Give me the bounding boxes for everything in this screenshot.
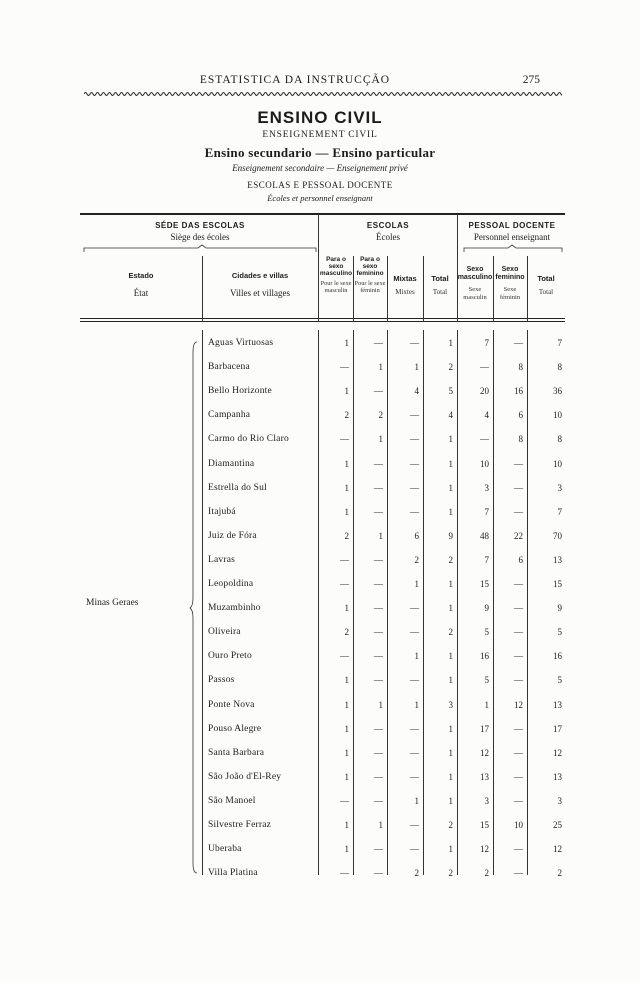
cell-p-fem: —	[514, 579, 523, 589]
cell-p-masc: 3	[484, 795, 489, 806]
cell-mixtas: —	[410, 458, 419, 469]
col-masc-label-fr: Pour le sexe masculin	[320, 280, 352, 295]
cell-p-masc: 15	[480, 579, 489, 589]
col-total2-label-fr: Total	[538, 288, 554, 297]
cell-p-fem: —	[514, 627, 523, 638]
city-name: São João d'El-Rey	[208, 771, 282, 782]
cell-masc: —	[340, 795, 349, 806]
cell-p-masc: 3	[484, 482, 489, 493]
cell-total: 1	[448, 747, 453, 758]
table-row	[200, 650, 566, 674]
city-name: Passos	[208, 675, 235, 686]
col-total2-label: Total	[537, 274, 555, 283]
col-mixtas-label-fr: Mixtes	[395, 288, 415, 297]
cell-p-fem: —	[514, 458, 523, 469]
col-separator	[387, 256, 388, 322]
cell-p-masc: 9	[484, 603, 489, 614]
city-name: Pouso Alegre	[208, 723, 262, 734]
cell-total: 1	[448, 795, 453, 806]
cell-p-fem: —	[514, 506, 523, 517]
group-brace-rules	[80, 244, 566, 254]
group-sede-label: SÉDE DAS ESCOLAS	[155, 221, 245, 230]
cell-total: 1	[448, 434, 453, 445]
col-header-total2	[527, 275, 565, 297]
city-name: São Manoel	[208, 795, 256, 806]
city-name: Estrella do Sul	[208, 482, 267, 493]
cell-total: 1	[448, 675, 453, 686]
cell-mixtas: —	[410, 723, 419, 734]
table-row	[200, 819, 566, 843]
group-pessoal-label-fr: Personnel enseignant	[473, 231, 551, 242]
cell-p-fem: 6	[518, 554, 523, 565]
cell-fem: —	[374, 747, 383, 758]
city-name: Aguas Virtuosas	[208, 338, 274, 348]
cell-masc: 1	[344, 844, 349, 855]
cell-fem: 1	[378, 362, 383, 373]
cell-mixtas: —	[410, 820, 419, 830]
main-title-fr: ENSEIGNEMENT CIVIL	[262, 130, 378, 140]
table-row	[200, 867, 566, 891]
table-row	[200, 578, 566, 602]
cell-p-total: 16	[553, 651, 562, 662]
cell-total: 2	[448, 362, 453, 373]
city-name: Campanha	[208, 410, 251, 421]
cell-fem: —	[374, 458, 383, 469]
cell-p-masc: 7	[484, 506, 489, 517]
cell-mixtas: 1	[414, 651, 419, 662]
cell-p-masc: 2	[484, 868, 489, 879]
table-row	[200, 843, 566, 867]
cell-masc: 1	[344, 675, 349, 686]
cell-p-masc: 13	[480, 771, 489, 782]
col-estado-label-fr: État	[133, 288, 149, 299]
cell-p-fem: —	[514, 723, 523, 734]
cell-p-total: 8	[557, 362, 562, 373]
cell-p-masc: 7	[484, 338, 489, 348]
cell-fem: —	[374, 627, 383, 638]
cell-p-masc: 7	[484, 554, 489, 565]
cell-mixtas: 2	[414, 554, 419, 565]
table-top-rule	[80, 213, 565, 215]
cell-total: 1	[448, 651, 453, 662]
col-header-fem	[353, 256, 387, 295]
cell-mixtas: 2	[414, 868, 419, 879]
col-header-cidades	[202, 272, 318, 299]
col-sexo-fem-label-fr: Sexe féminin	[499, 286, 521, 301]
city-name: Barbacena	[208, 362, 250, 373]
cell-p-fem: —	[514, 675, 523, 686]
cell-masc: —	[340, 434, 349, 445]
city-name: Silvestre Ferraz	[208, 820, 272, 830]
cell-p-masc: 16	[480, 651, 489, 662]
cell-p-total: 13	[553, 554, 562, 565]
cell-p-masc: 5	[484, 627, 489, 638]
col-estado-label: Estado	[128, 271, 154, 280]
cell-p-fem: 8	[518, 362, 523, 373]
city-name: Ouro Preto	[208, 651, 252, 662]
cell-mixtas: —	[410, 434, 419, 445]
col-header-total	[423, 275, 457, 297]
cell-fem: 2	[378, 410, 383, 421]
cell-total: 2	[448, 820, 453, 830]
cell-total: 1	[448, 506, 453, 517]
running-head	[80, 74, 560, 90]
cell-fem: —	[374, 795, 383, 806]
cell-p-masc: 5	[484, 675, 489, 686]
cell-p-fem: —	[514, 771, 523, 782]
city-name: Muzambinho	[208, 603, 261, 614]
cell-masc: 1	[344, 506, 349, 517]
city-name: Itajubá	[208, 506, 236, 517]
col-sexo-masc-label-fr: Sexe masculin	[463, 286, 487, 301]
col-sexo-fem-label: Sexo feminino	[495, 266, 525, 281]
cell-p-total: 7	[557, 506, 562, 517]
cell-p-masc: 17	[480, 723, 489, 734]
cell-p-total: 2	[557, 868, 562, 879]
col-separator	[353, 256, 354, 322]
cell-fem: —	[374, 675, 383, 686]
table-title: ESCOLAS E PESSOAL DOCENTE	[247, 180, 393, 190]
cell-p-total: 25	[553, 820, 562, 830]
cell-mixtas: 4	[414, 386, 419, 397]
cell-total: 2	[448, 554, 453, 565]
col-header-estado	[80, 272, 202, 299]
cell-masc: 2	[344, 410, 349, 421]
cell-p-masc: 1	[484, 699, 489, 710]
wavy-rule	[84, 90, 562, 98]
table-row	[200, 506, 566, 530]
table-row	[200, 626, 566, 650]
cell-p-total: 12	[553, 844, 562, 855]
city-name: Juiz de Fóra	[208, 530, 257, 541]
cell-fem: —	[374, 554, 383, 565]
table-row	[200, 699, 566, 723]
cell-mixtas: 1	[414, 795, 419, 806]
cell-fem: —	[374, 506, 383, 517]
cell-fem: 1	[378, 820, 383, 830]
cell-mixtas: 1	[414, 699, 419, 710]
cell-p-masc: 15	[480, 820, 489, 830]
cell-total: 2	[448, 627, 453, 638]
cell-p-total: 5	[557, 627, 562, 638]
table-row	[200, 337, 566, 361]
cell-masc: 1	[344, 386, 349, 397]
cell-p-total: 13	[553, 771, 562, 782]
cell-masc: 1	[344, 723, 349, 734]
cell-mixtas: 6	[414, 530, 419, 541]
cell-mixtas: —	[410, 844, 419, 855]
cell-p-total: 3	[557, 795, 562, 806]
section-title: Ensino secundario — Ensino particular	[204, 145, 436, 160]
col-separator	[493, 256, 494, 322]
col-cidades-label-fr: Villes et villages	[230, 288, 290, 299]
table-row	[200, 433, 566, 457]
col-mixtas-label: Mixtas	[393, 274, 417, 283]
cell-mixtas: —	[410, 482, 419, 493]
cell-p-masc: —	[480, 434, 489, 445]
cell-masc: 1	[344, 747, 349, 758]
col-separator	[457, 215, 458, 322]
cell-p-fem: —	[514, 795, 523, 806]
table-row	[200, 385, 566, 409]
cell-fem: 1	[378, 530, 383, 541]
cell-p-masc: 10	[480, 458, 489, 469]
cell-total: 1	[448, 579, 453, 589]
cell-masc: —	[340, 651, 349, 662]
cell-total: 1	[448, 771, 453, 782]
cell-total: 9	[448, 530, 453, 541]
cell-p-fem: —	[514, 338, 523, 348]
cell-fem: —	[374, 771, 383, 782]
col-fem-label-fr: Pour le sexe féminin	[354, 280, 386, 295]
table-row	[200, 795, 566, 819]
cell-fem: 1	[378, 699, 383, 710]
cell-masc: 2	[344, 530, 349, 541]
city-name: Santa Barbara	[208, 747, 265, 758]
cell-p-total: 9	[557, 603, 562, 614]
cell-mixtas: —	[410, 627, 419, 638]
col-header-sexo-masc	[457, 266, 493, 301]
cell-mixtas: —	[410, 603, 419, 614]
cell-p-total: 10	[553, 410, 562, 421]
table-row	[200, 458, 566, 482]
cell-fem: —	[374, 338, 383, 348]
main-title: ENSINO CIVIL	[257, 108, 383, 127]
cell-p-total: 3	[557, 482, 562, 493]
cell-p-fem: 22	[514, 530, 523, 541]
cell-p-total: 13	[553, 699, 562, 710]
cell-p-fem: —	[514, 747, 523, 758]
cell-p-fem: 8	[518, 434, 523, 445]
table-row	[200, 771, 566, 795]
col-header-masc	[319, 256, 353, 295]
cell-p-fem: —	[514, 868, 523, 879]
cell-p-total: 7	[557, 338, 562, 348]
cell-mixtas: —	[410, 338, 419, 348]
table-title-fr: Écoles et personnel enseignant	[267, 193, 373, 203]
city-name: Carmo do Rio Claro	[208, 434, 289, 445]
cell-total: 5	[448, 386, 453, 397]
cell-mixtas: —	[410, 747, 419, 758]
cell-mixtas: —	[410, 410, 419, 421]
cell-total: 1	[448, 338, 453, 348]
cell-p-total: 36	[553, 386, 562, 397]
group-pessoal-label: PESSOAL DOCENTE	[468, 221, 556, 230]
cell-total: 4	[448, 410, 453, 421]
col-header-mixtas	[387, 275, 423, 297]
col-cidades-label: Cidades e villas	[231, 271, 289, 280]
cell-p-masc: 12	[480, 844, 489, 855]
cell-fem: —	[374, 868, 383, 879]
cell-p-masc: —	[480, 362, 489, 373]
cell-masc: 1	[344, 699, 349, 710]
cell-mixtas: 1	[414, 362, 419, 373]
cell-p-total: 5	[557, 675, 562, 686]
cell-fem: —	[374, 723, 383, 734]
cell-mixtas: 1	[414, 579, 419, 589]
cell-p-fem: 6	[518, 410, 523, 421]
city-name: Leopoldina	[208, 579, 254, 589]
cell-p-masc: 12	[480, 747, 489, 758]
cell-fem: —	[374, 651, 383, 662]
cell-masc: 1	[344, 820, 349, 830]
col-total-label-fr: Total	[432, 288, 448, 297]
section-title-fr: Enseignement secondaire — Enseignement privé	[232, 163, 408, 173]
city-name: Uberaba	[208, 844, 242, 855]
cell-masc: —	[340, 579, 349, 589]
cell-total: 1	[448, 603, 453, 614]
cell-p-masc: 20	[480, 386, 489, 397]
table-row	[200, 530, 566, 554]
cell-masc: 2	[344, 627, 349, 638]
cell-fem: 1	[378, 434, 383, 445]
cell-fem: —	[374, 603, 383, 614]
cell-p-masc: 4	[484, 410, 489, 421]
running-head-title: ESTATISTICA DA INSTRUCÇÃO	[199, 74, 391, 86]
cell-p-total: 8	[557, 434, 562, 445]
cell-p-fem: 16	[514, 386, 523, 397]
cell-total: 1	[448, 458, 453, 469]
cell-mixtas: —	[410, 506, 419, 517]
cell-p-fem: —	[514, 482, 523, 493]
cell-masc: 1	[344, 771, 349, 782]
group-header-pessoal	[458, 222, 566, 243]
city-name: Oliveira	[208, 627, 241, 638]
cell-masc: 1	[344, 458, 349, 469]
cell-fem: —	[374, 579, 383, 589]
col-separator	[202, 256, 203, 322]
cell-p-fem: —	[514, 651, 523, 662]
col-header-sexo-fem	[493, 266, 527, 301]
group-header-sede	[80, 222, 320, 243]
cell-masc: —	[340, 868, 349, 879]
cell-p-fem: 12	[514, 699, 523, 710]
col-masc-label: Para o sexo masculino	[319, 256, 353, 278]
cell-mixtas: —	[410, 675, 419, 686]
cell-total: 1	[448, 844, 453, 855]
cell-fem: —	[374, 482, 383, 493]
table-row	[200, 674, 566, 698]
cell-p-fem: —	[514, 603, 523, 614]
table-row	[200, 361, 566, 385]
cell-p-total: 10	[553, 458, 562, 469]
city-name: Diamantina	[208, 458, 255, 469]
cell-masc: 1	[344, 603, 349, 614]
group-escolas-label: ESCOLAS	[366, 221, 410, 230]
cell-p-fem: 10	[514, 820, 523, 830]
cell-total: 1	[448, 482, 453, 493]
city-name: Ponte Nova	[208, 699, 255, 710]
cell-p-fem: —	[514, 844, 523, 855]
cell-p-total: 17	[553, 723, 562, 734]
cell-fem: —	[374, 386, 383, 397]
table-row	[200, 482, 566, 506]
table-row	[200, 554, 566, 578]
cell-fem: —	[374, 844, 383, 855]
city-name: Bello Horizonte	[208, 386, 272, 397]
state-brace	[189, 340, 199, 875]
col-fem-label: Para o sexo feminino	[356, 256, 384, 278]
cell-p-masc: 48	[480, 530, 489, 541]
cell-total: 3	[448, 699, 453, 710]
table-row	[200, 409, 566, 433]
col-separator	[423, 256, 424, 322]
table-row	[200, 747, 566, 771]
col-sexo-masc-label: Sexo masculino	[457, 266, 493, 281]
col-separator	[318, 215, 319, 322]
table-row	[200, 602, 566, 626]
col-total-label: Total	[431, 274, 449, 283]
cell-total: 2	[448, 868, 453, 879]
cell-p-total: 12	[553, 747, 562, 758]
city-name: Villa Platina	[208, 868, 258, 879]
col-separator	[527, 256, 528, 322]
cell-masc: —	[340, 554, 349, 565]
state-name: Minas Geraes	[86, 598, 139, 608]
group-escolas-label-fr: Écoles	[376, 231, 400, 242]
cell-total: 1	[448, 723, 453, 734]
city-name: Lavras	[208, 554, 236, 565]
cell-p-total: 70	[553, 530, 562, 541]
group-sede-label-fr: Siège des écoles	[170, 231, 230, 242]
cell-masc: 1	[344, 482, 349, 493]
page-number: 275	[522, 74, 540, 86]
cell-masc: —	[340, 362, 349, 373]
cell-p-total: 15	[553, 579, 562, 589]
group-header-escolas	[320, 222, 456, 243]
cell-masc: 1	[344, 338, 349, 348]
cell-mixtas: —	[410, 771, 419, 782]
table-row	[200, 723, 566, 747]
